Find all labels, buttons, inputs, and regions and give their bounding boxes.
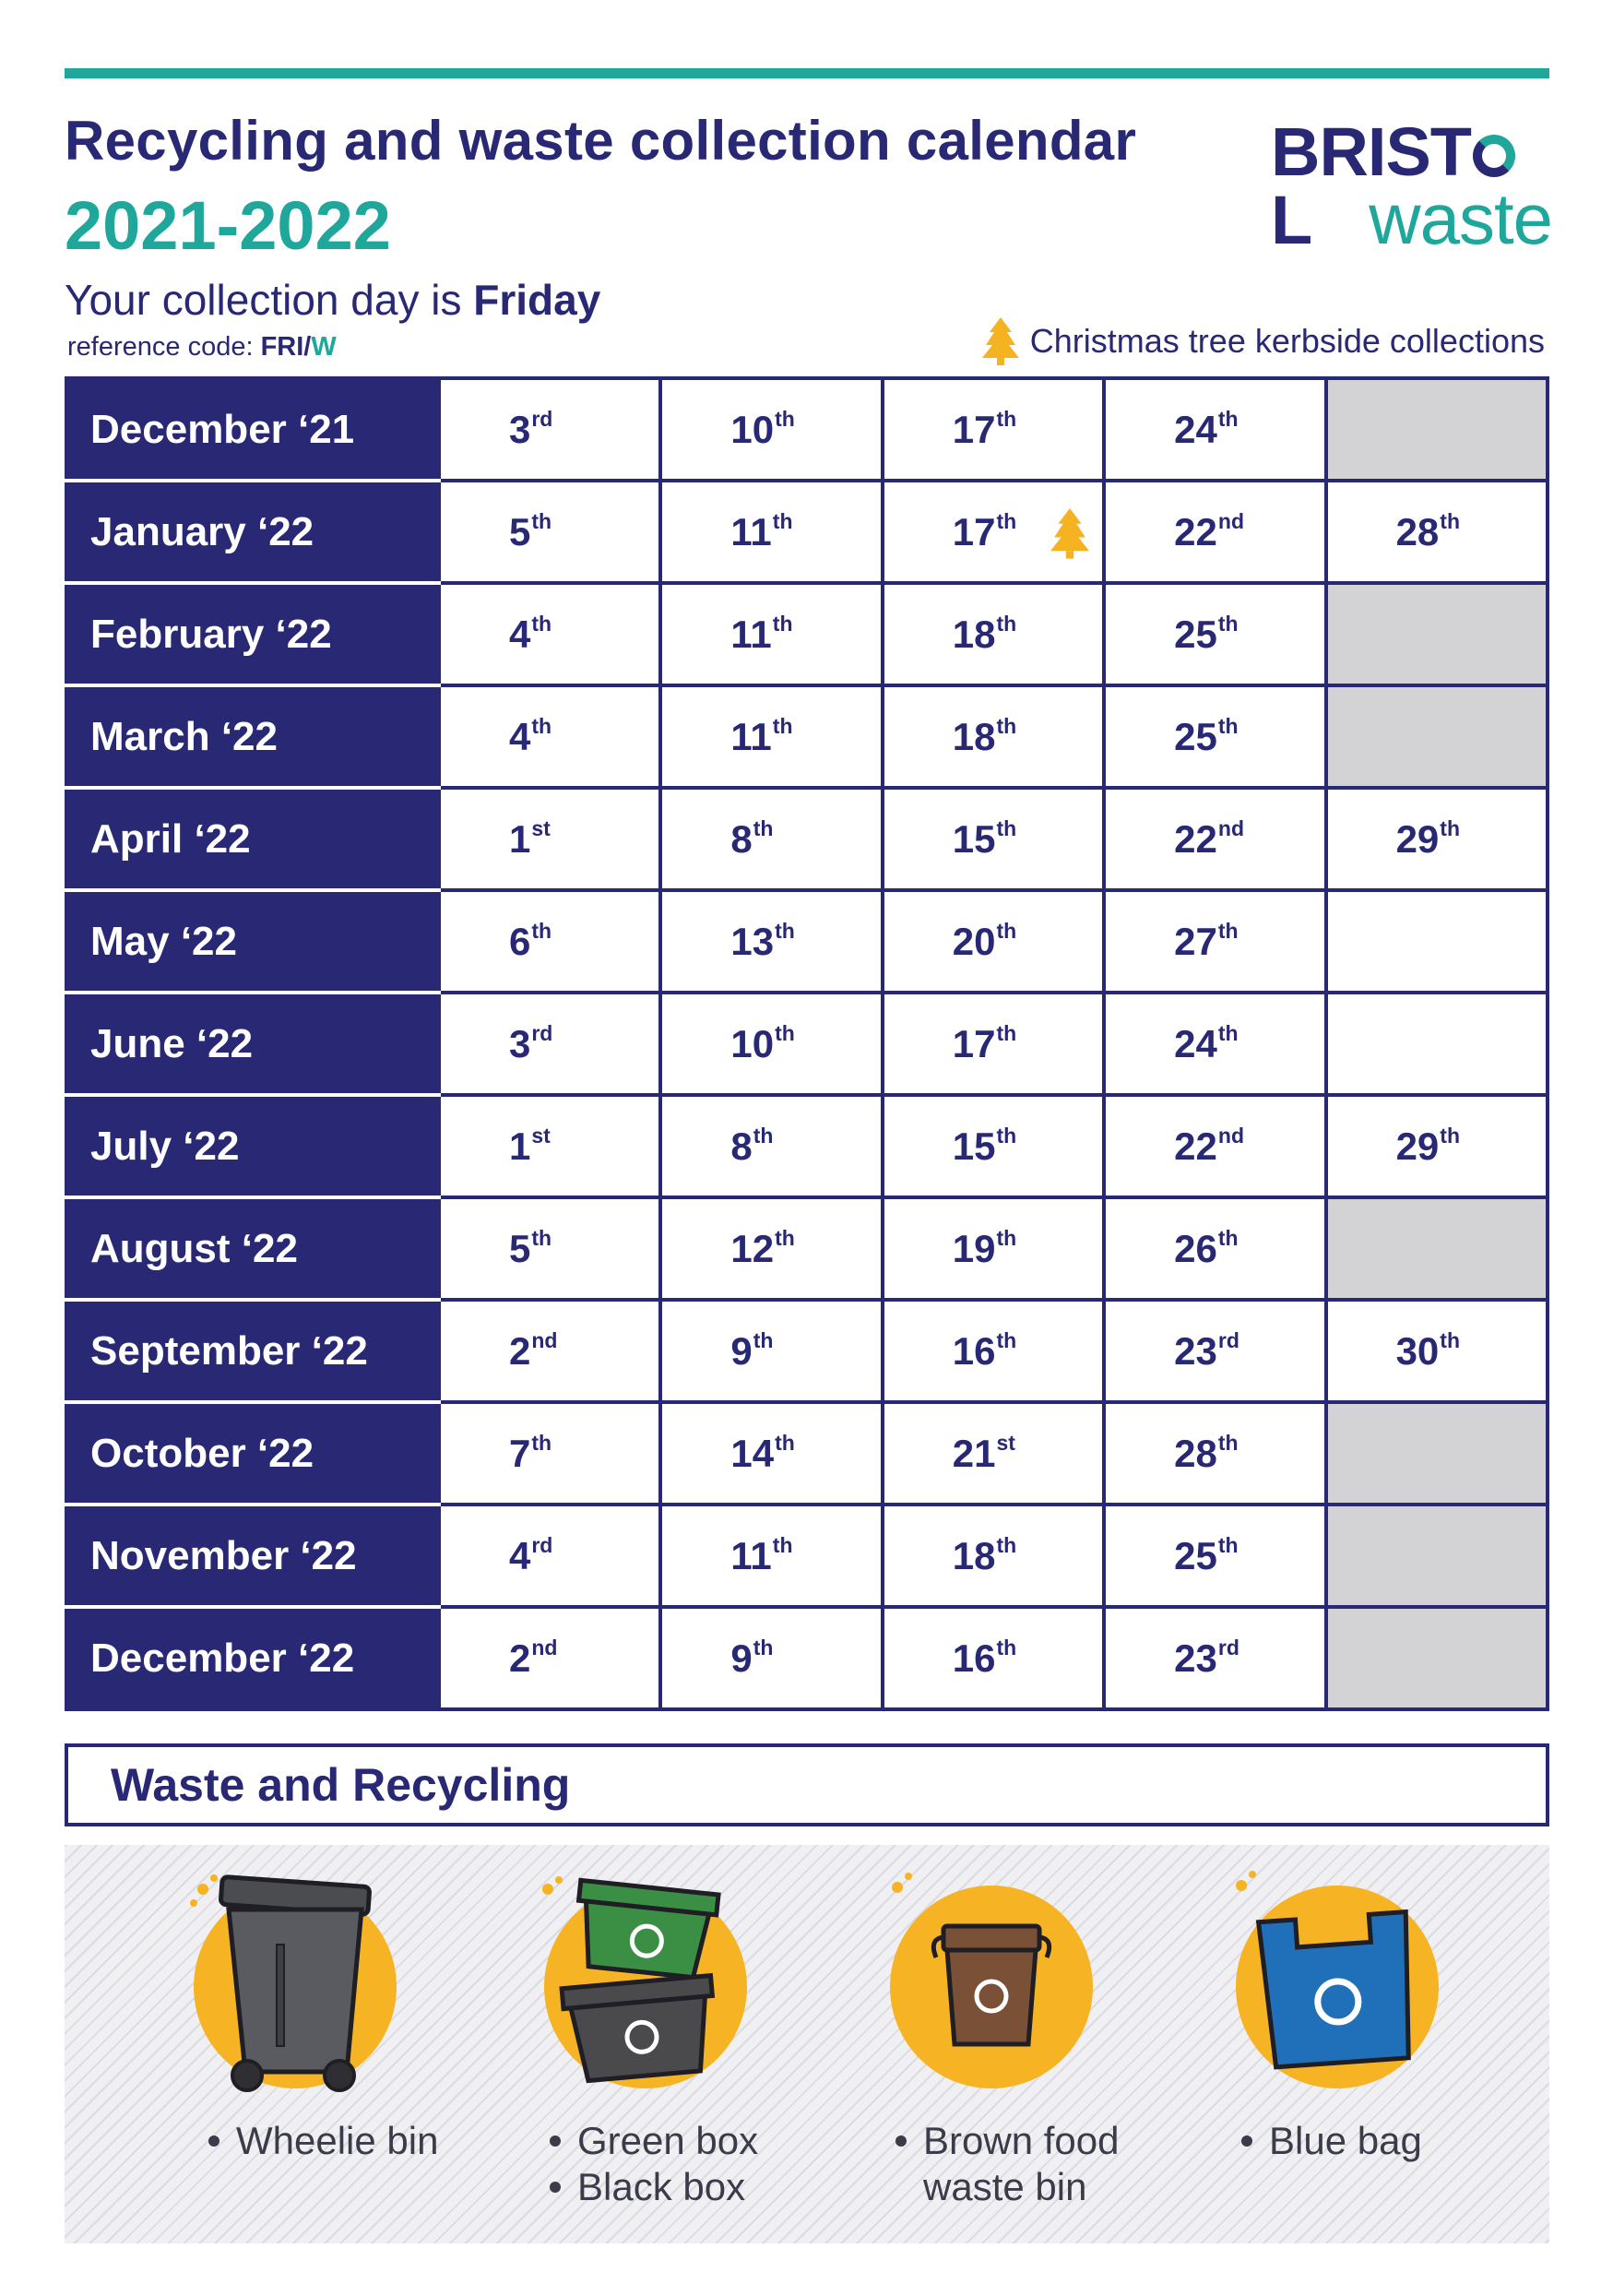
bullet-icon bbox=[895, 2135, 907, 2147]
date-suffix: nd bbox=[1217, 509, 1244, 533]
christmas-tree-icon bbox=[1050, 508, 1089, 558]
logo-o-ring bbox=[1473, 135, 1515, 177]
date-suffix: nd bbox=[531, 1328, 558, 1352]
recycling-boxes-icon bbox=[507, 1862, 784, 2101]
date-number: 25 bbox=[1174, 1534, 1217, 1577]
date-number: 15 bbox=[952, 817, 996, 861]
collection-date bbox=[439, 1197, 660, 1300]
collection-date bbox=[439, 993, 660, 1095]
date-suffix: th bbox=[1217, 714, 1239, 738]
collection-date bbox=[1104, 1300, 1325, 1402]
date-number: 5 bbox=[509, 510, 531, 553]
bullet-icon bbox=[550, 2182, 561, 2193]
collection-date bbox=[883, 1197, 1104, 1300]
date-number: 29 bbox=[1395, 817, 1440, 861]
date-number: 22 bbox=[1174, 1124, 1217, 1168]
food-waste-bin-icon bbox=[853, 1862, 1130, 2101]
calendar-row bbox=[66, 1300, 1548, 1402]
month-label: June ‘22 bbox=[66, 993, 439, 1095]
date-number: 23 bbox=[1174, 1636, 1217, 1680]
date-suffix: th bbox=[996, 612, 1017, 636]
date-suffix: rd bbox=[531, 407, 553, 431]
calendar-row bbox=[66, 481, 1548, 583]
date-number: 23 bbox=[1174, 1329, 1217, 1373]
date-suffix: th bbox=[531, 714, 552, 738]
empty-cell bbox=[1326, 890, 1548, 993]
collection-date bbox=[660, 1505, 882, 1607]
collection-date bbox=[660, 1300, 882, 1402]
collection-date bbox=[883, 890, 1104, 993]
date-suffix: th bbox=[775, 407, 795, 431]
reference-code-suffix: W bbox=[311, 332, 337, 362]
date-suffix: rd bbox=[531, 1021, 553, 1045]
food-waste-bin-item bbox=[816, 1845, 1167, 2243]
date-suffix: th bbox=[772, 509, 793, 533]
bristol-waste-logo bbox=[1271, 113, 1552, 266]
collection-date bbox=[1104, 481, 1325, 583]
blue-bag-icon bbox=[1199, 1862, 1476, 2101]
collection-date bbox=[660, 378, 882, 481]
christmas-tree-legend bbox=[982, 317, 1545, 365]
date-number: 11 bbox=[730, 1534, 772, 1577]
date-number: 18 bbox=[952, 613, 996, 656]
calendar-row bbox=[66, 1505, 1548, 1607]
date-number: 16 bbox=[952, 1329, 996, 1373]
collection-date bbox=[660, 890, 882, 993]
date-suffix: th bbox=[772, 612, 793, 636]
month-label: December ‘21 bbox=[66, 378, 439, 481]
date-number: 12 bbox=[730, 1227, 775, 1270]
date-number: 27 bbox=[1174, 920, 1217, 963]
collection-date bbox=[1104, 1197, 1325, 1300]
collection-date bbox=[883, 378, 1104, 481]
month-label: March ‘22 bbox=[66, 685, 439, 788]
no-collection-cell bbox=[1326, 583, 1548, 685]
date-suffix: th bbox=[775, 919, 795, 943]
collection-date bbox=[439, 583, 660, 685]
collection-date bbox=[439, 1095, 660, 1197]
collection-date bbox=[883, 1300, 1104, 1402]
date-number: 30 bbox=[1395, 1329, 1440, 1373]
date-number: 1 bbox=[509, 817, 531, 861]
collection-date bbox=[439, 788, 660, 890]
no-collection-cell bbox=[1326, 1607, 1548, 1709]
date-suffix: th bbox=[531, 1226, 552, 1250]
date-suffix: th bbox=[1440, 816, 1460, 840]
month-label: April ‘22 bbox=[66, 788, 439, 890]
date-number: 24 bbox=[1174, 1022, 1217, 1065]
date-number: 7 bbox=[509, 1432, 531, 1475]
wheelie-bin-item bbox=[129, 1845, 480, 2243]
collection-date bbox=[883, 1402, 1104, 1505]
blue-bag-item bbox=[1162, 1845, 1512, 2243]
no-collection-cell bbox=[1326, 378, 1548, 481]
date-number: 13 bbox=[730, 920, 775, 963]
date-suffix: th bbox=[772, 714, 793, 738]
date-suffix: th bbox=[996, 509, 1017, 533]
bin-label bbox=[1236, 2118, 1422, 2164]
collection-date bbox=[883, 993, 1104, 1095]
collection-date bbox=[883, 1095, 1104, 1197]
empty-cell bbox=[1326, 993, 1548, 1095]
no-collection-cell bbox=[1326, 1505, 1548, 1607]
collection-date bbox=[439, 890, 660, 993]
date-number: 3 bbox=[509, 408, 531, 451]
date-suffix: th bbox=[1217, 1533, 1239, 1557]
date-number: 10 bbox=[730, 1022, 775, 1065]
collection-date bbox=[660, 1607, 882, 1709]
collection-date bbox=[660, 1197, 882, 1300]
month-label: January ‘22 bbox=[66, 481, 439, 583]
collection-date bbox=[660, 1095, 882, 1197]
collection-date bbox=[439, 1402, 660, 1505]
date-suffix: th bbox=[753, 1328, 774, 1352]
date-number: 8 bbox=[730, 817, 753, 861]
collection-date bbox=[883, 583, 1104, 685]
calendar-row bbox=[66, 685, 1548, 788]
calendar-row bbox=[66, 378, 1548, 481]
bin-label bbox=[203, 2118, 438, 2164]
collection-date bbox=[1104, 993, 1325, 1095]
date-number: 9 bbox=[730, 1636, 753, 1680]
date-suffix: th bbox=[531, 612, 552, 636]
bin-label bbox=[890, 2118, 1119, 2164]
logo-wordmark-top: BRISTL bbox=[1271, 118, 1552, 255]
collection-date bbox=[660, 583, 882, 685]
date-suffix: th bbox=[996, 714, 1017, 738]
collection-date bbox=[439, 1505, 660, 1607]
collection-date bbox=[1326, 788, 1548, 890]
date-number: 16 bbox=[952, 1636, 996, 1680]
collection-date bbox=[883, 1607, 1104, 1709]
month-label: October ‘22 bbox=[66, 1402, 439, 1505]
date-suffix: th bbox=[531, 1431, 552, 1455]
bin-label-text: Black box bbox=[577, 2165, 746, 2208]
date-suffix: st bbox=[996, 1431, 1015, 1455]
date-number: 26 bbox=[1174, 1227, 1217, 1270]
bin-label-text: Green box bbox=[577, 2119, 759, 2162]
collection-date bbox=[439, 1300, 660, 1402]
bullet-icon bbox=[208, 2135, 219, 2147]
date-number: 18 bbox=[952, 715, 996, 758]
month-label: December ‘22 bbox=[66, 1607, 439, 1709]
collection-date bbox=[660, 993, 882, 1095]
date-suffix: th bbox=[775, 1226, 795, 1250]
wheelie-bin-icon bbox=[166, 1862, 443, 2101]
date-suffix: nd bbox=[531, 1636, 558, 1660]
collection-date bbox=[1326, 1300, 1548, 1402]
date-number: 14 bbox=[730, 1432, 775, 1475]
collection-date bbox=[1104, 378, 1325, 481]
bin-label bbox=[544, 2118, 758, 2164]
date-suffix: th bbox=[1440, 509, 1460, 533]
collection-day-line bbox=[65, 275, 600, 325]
date-number: 1 bbox=[509, 1124, 531, 1168]
date-number: 9 bbox=[730, 1329, 753, 1373]
date-number: 4 bbox=[509, 1534, 531, 1577]
month-label: September ‘22 bbox=[66, 1300, 439, 1402]
date-number: 21 bbox=[952, 1432, 996, 1475]
collection-calendar-table bbox=[65, 376, 1549, 1711]
date-suffix: th bbox=[772, 1533, 793, 1557]
date-suffix: th bbox=[996, 1636, 1017, 1660]
date-number: 20 bbox=[952, 920, 996, 963]
collection-date bbox=[660, 685, 882, 788]
date-number: 28 bbox=[1174, 1432, 1217, 1475]
collection-date bbox=[439, 481, 660, 583]
collection-date bbox=[1104, 685, 1325, 788]
bin-label-text: Wheelie bin bbox=[236, 2119, 439, 2162]
bullet-icon bbox=[550, 2135, 561, 2147]
date-suffix: th bbox=[996, 1021, 1017, 1045]
date-number: 6 bbox=[509, 920, 531, 963]
bin-label-text: Brown food bbox=[923, 2119, 1120, 2162]
top-rule bbox=[65, 68, 1549, 78]
date-number: 4 bbox=[509, 613, 531, 656]
food-waste-bin-labels bbox=[890, 2118, 1119, 2210]
month-label: August ‘22 bbox=[66, 1197, 439, 1300]
date-number: 11 bbox=[730, 613, 772, 656]
no-collection-cell bbox=[1326, 685, 1548, 788]
blue-bag-labels bbox=[1236, 2118, 1422, 2164]
collection-date bbox=[1104, 788, 1325, 890]
calendar-row bbox=[66, 788, 1548, 890]
calendar-row bbox=[66, 1607, 1548, 1709]
date-number: 2 bbox=[509, 1329, 531, 1373]
date-number: 4 bbox=[509, 715, 531, 758]
date-suffix: th bbox=[753, 1636, 774, 1660]
date-suffix: th bbox=[531, 919, 552, 943]
date-suffix: rd bbox=[1217, 1636, 1239, 1660]
collection-date bbox=[1326, 481, 1548, 583]
collection-date bbox=[439, 378, 660, 481]
waste-recycling-panel bbox=[65, 1845, 1549, 2243]
date-suffix: th bbox=[996, 407, 1017, 431]
date-suffix: th bbox=[996, 1328, 1017, 1352]
date-number: 25 bbox=[1174, 613, 1217, 656]
date-number: 3 bbox=[509, 1022, 531, 1065]
page-title: Recycling and waste collection calendar bbox=[65, 110, 1137, 172]
date-number: 11 bbox=[730, 510, 772, 553]
collection-date bbox=[1104, 1607, 1325, 1709]
calendar-row bbox=[66, 1402, 1548, 1505]
collection-date bbox=[1104, 1505, 1325, 1607]
date-suffix: th bbox=[775, 1021, 795, 1045]
date-suffix: rd bbox=[1217, 1328, 1239, 1352]
date-number: 5 bbox=[509, 1227, 531, 1270]
date-number: 17 bbox=[952, 510, 996, 553]
recycling-boxes-item bbox=[470, 1845, 821, 2243]
date-suffix: st bbox=[531, 816, 551, 840]
date-suffix: th bbox=[1217, 1431, 1239, 1455]
date-suffix: th bbox=[996, 1124, 1017, 1148]
wheelie-bin-labels bbox=[203, 2118, 438, 2164]
date-number: 25 bbox=[1174, 715, 1217, 758]
date-number: 18 bbox=[952, 1534, 996, 1577]
date-number: 28 bbox=[1395, 510, 1440, 553]
calendar-row bbox=[66, 1197, 1548, 1300]
calendar-row bbox=[66, 1095, 1548, 1197]
date-suffix: th bbox=[1217, 612, 1239, 636]
bin-label-text: Blue bag bbox=[1269, 2119, 1422, 2162]
collection-date bbox=[1104, 1402, 1325, 1505]
collection-date bbox=[439, 685, 660, 788]
bin-label-text: waste bin bbox=[923, 2165, 1087, 2208]
reference-code-label: reference code: bbox=[67, 332, 254, 362]
date-suffix: th bbox=[1217, 1226, 1239, 1250]
date-suffix: th bbox=[531, 509, 552, 533]
collection-date bbox=[1104, 583, 1325, 685]
collection-date bbox=[660, 788, 882, 890]
month-label: November ‘22 bbox=[66, 1505, 439, 1607]
date-number: 17 bbox=[952, 1022, 996, 1065]
calendar-row bbox=[66, 890, 1548, 993]
date-number: 15 bbox=[952, 1124, 996, 1168]
date-number: 29 bbox=[1395, 1124, 1440, 1168]
date-suffix: th bbox=[753, 1124, 774, 1148]
waste-recycling-heading: Waste and Recycling bbox=[65, 1743, 1549, 1826]
no-collection-cell bbox=[1326, 1197, 1548, 1300]
date-number: 24 bbox=[1174, 408, 1217, 451]
month-label: May ‘22 bbox=[66, 890, 439, 993]
bin-label bbox=[544, 2164, 758, 2210]
collection-date bbox=[1104, 1095, 1325, 1197]
date-suffix: th bbox=[996, 1226, 1017, 1250]
date-number: 22 bbox=[1174, 510, 1217, 553]
date-number: 22 bbox=[1174, 817, 1217, 861]
collection-date bbox=[883, 685, 1104, 788]
collection-date bbox=[883, 788, 1104, 890]
date-number: 19 bbox=[952, 1227, 996, 1270]
calendar-row bbox=[66, 993, 1548, 1095]
month-label: July ‘22 bbox=[66, 1095, 439, 1197]
date-suffix: th bbox=[1440, 1328, 1460, 1352]
month-label: February ‘22 bbox=[66, 583, 439, 685]
recycling-boxes-labels bbox=[544, 2118, 758, 2210]
no-collection-cell bbox=[1326, 1402, 1548, 1505]
date-suffix: nd bbox=[1217, 816, 1244, 840]
bin-label bbox=[890, 2164, 1119, 2210]
reference-code-main: FRI/ bbox=[260, 332, 312, 362]
date-suffix: th bbox=[753, 816, 774, 840]
collection-day-value: Friday bbox=[473, 276, 601, 324]
bullet-icon bbox=[1241, 2135, 1252, 2147]
date-suffix: th bbox=[775, 1431, 795, 1455]
year-range: 2021-2022 bbox=[65, 187, 391, 264]
collection-date bbox=[660, 481, 882, 583]
date-number: 17 bbox=[952, 408, 996, 451]
collection-date bbox=[1104, 890, 1325, 993]
date-number: 11 bbox=[730, 715, 772, 758]
date-number: 8 bbox=[730, 1124, 753, 1168]
date-suffix: th bbox=[996, 919, 1017, 943]
date-suffix: th bbox=[1217, 1021, 1239, 1045]
date-suffix: rd bbox=[531, 1533, 553, 1557]
date-suffix: th bbox=[996, 1533, 1017, 1557]
date-suffix: th bbox=[996, 816, 1017, 840]
date-suffix: st bbox=[531, 1124, 551, 1148]
christmas-tree-icon bbox=[982, 317, 1019, 365]
date-suffix: th bbox=[1217, 407, 1239, 431]
collection-date bbox=[883, 481, 1104, 583]
date-suffix: nd bbox=[1217, 1124, 1244, 1148]
collection-date bbox=[660, 1402, 882, 1505]
collection-date bbox=[439, 1607, 660, 1709]
collection-day-prefix: Your collection day is bbox=[65, 276, 462, 324]
date-suffix: th bbox=[1217, 919, 1239, 943]
date-number: 10 bbox=[730, 408, 775, 451]
logo-wordmark-bottom: waste bbox=[1369, 178, 1552, 259]
date-number: 2 bbox=[509, 1636, 531, 1680]
collection-date bbox=[1326, 1095, 1548, 1197]
reference-code-line bbox=[67, 332, 337, 363]
date-suffix: th bbox=[1440, 1124, 1460, 1148]
calendar-row bbox=[66, 583, 1548, 685]
christmas-legend-text: Christmas tree kerbside collections bbox=[1029, 322, 1545, 360]
collection-date bbox=[883, 1505, 1104, 1607]
